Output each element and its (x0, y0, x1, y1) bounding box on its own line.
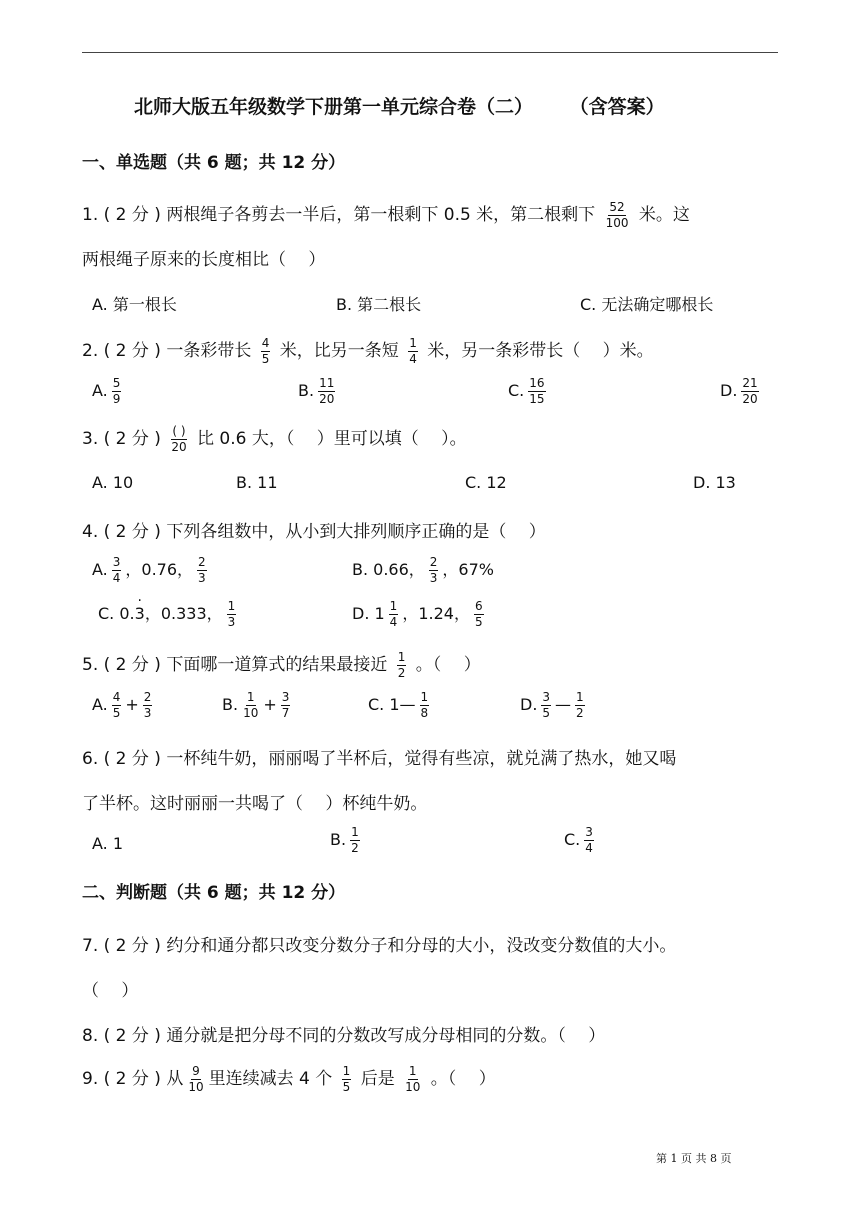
fraction (389, 600, 399, 629)
question-text: 比 0.6 大，（ ）里可以填（ ）。 (197, 429, 467, 449)
question-1 (82, 200, 690, 230)
question-number: 4. (82, 522, 99, 542)
numerator: 1 (342, 1063, 351, 1078)
numerator: 3 (542, 690, 551, 704)
numerator: 16 (529, 376, 545, 390)
numerator: 21 (742, 376, 758, 390)
title-text: 北师大版五年级数学下册第一单元综合卷（二） (134, 96, 534, 118)
denominator: 5 (474, 615, 483, 629)
denominator: 3 (227, 615, 236, 629)
numerator: 5 (112, 376, 121, 390)
option-label: D. (720, 381, 738, 400)
fraction (261, 337, 271, 366)
numerator: 9 (192, 1063, 200, 1078)
fraction (350, 826, 360, 855)
option-text: ，0.333， (144, 604, 223, 623)
question-score: ( 2 分 ) (103, 1026, 161, 1046)
fraction (318, 377, 335, 406)
option-label: C. (98, 604, 115, 623)
denominator: 10 (243, 706, 259, 720)
option-text: ，67% (442, 560, 494, 579)
denominator: 2 (397, 665, 406, 680)
denominator: 15 (529, 392, 545, 406)
denominator: 4 (112, 571, 121, 585)
fraction (227, 600, 237, 629)
denominator: 8 (420, 706, 429, 720)
fraction (575, 691, 585, 720)
denominator: 4 (585, 841, 593, 855)
denominator: 4 (389, 615, 398, 629)
question-6 (82, 744, 676, 769)
question-score: ( 2 分 ) (103, 522, 161, 542)
q4-option-b[interactable] (352, 556, 494, 585)
q5-option-b[interactable] (222, 691, 294, 720)
q3-option-d[interactable]: D. 13 (693, 473, 736, 492)
denominator: 5 (342, 1079, 351, 1094)
q6-option-c[interactable] (564, 826, 598, 855)
option-text: ，1.24， (402, 604, 470, 623)
numerator: ( ) (172, 423, 186, 438)
operator: + (263, 695, 277, 714)
q6-option-a[interactable]: A. 1 (92, 834, 124, 853)
q4-option-a[interactable] (92, 556, 211, 585)
title-suffix: （含答案） (569, 96, 665, 118)
numerator: 6 (474, 599, 483, 613)
q4-option-c[interactable] (98, 600, 240, 629)
q4-option-d[interactable] (352, 600, 488, 629)
denominator: 3 (143, 706, 152, 720)
page-footer: 第 1 页 共 8 页 (656, 1152, 732, 1165)
numerator: 1 (351, 825, 359, 839)
q2-option-d[interactable] (720, 377, 763, 406)
option-label: B. (222, 695, 239, 714)
question-score: ( 2 分 ) (103, 936, 161, 956)
question-4 (82, 517, 546, 542)
numerator: 1 (246, 690, 255, 704)
q1-option-c[interactable]: C. 无法确定哪根长 (580, 295, 714, 314)
question-number: 6. (82, 749, 99, 769)
denominator: 3 (198, 571, 206, 585)
numerator: 4 (112, 690, 121, 704)
denominator: 2 (351, 841, 359, 855)
numerator: 2 (198, 555, 206, 569)
denominator: 5 (261, 351, 270, 366)
denominator: 10 (405, 1079, 421, 1094)
question-text: 一杯纯牛奶，丽丽喝了半杯后，觉得有些凉，就兑满了热水，她又喝 (166, 749, 677, 769)
denominator: 20 (319, 392, 335, 406)
question-text: 通分就是把分母不同的分数改写成分母相同的分数。（ ） (166, 1026, 606, 1046)
question-score: ( 2 分 ) (103, 749, 161, 769)
fraction (197, 556, 207, 585)
denominator: 7 (281, 706, 290, 720)
option-text: ，0.76， (125, 560, 194, 579)
fraction (281, 691, 291, 720)
fraction (404, 1065, 421, 1094)
question-text: 里连续减去 4 个 (208, 1069, 333, 1089)
question-text: 从 (166, 1069, 184, 1089)
repeating-digit: · 3 (135, 604, 145, 623)
fraction (112, 377, 122, 406)
question-text: 米。这 (638, 205, 690, 225)
fraction (584, 826, 594, 855)
fraction (528, 377, 545, 406)
denominator: 3 (429, 571, 438, 585)
question-score: ( 2 分 ) (103, 429, 161, 449)
numerator: 2 (143, 690, 152, 704)
operator: — (555, 695, 572, 714)
denominator: 5 (112, 706, 121, 720)
q3-option-b[interactable]: B. 11 (236, 473, 278, 492)
fraction (420, 691, 430, 720)
question-number: 5. (82, 655, 99, 675)
fraction (143, 691, 153, 720)
question-text: 。（ ） (415, 655, 481, 675)
q3-option-c[interactable]: C. 12 (465, 473, 507, 492)
repeating-decimal-int: 0. (119, 604, 135, 623)
numerator: 3 (585, 825, 593, 839)
question-1-line-2: 两根绳子原来的长度相比（ ） (82, 250, 326, 270)
question-text: 后是 (360, 1069, 395, 1089)
question-3 (82, 424, 467, 454)
question-score: ( 2 分 ) (103, 655, 161, 675)
question-text: 一条彩带长 (166, 341, 252, 361)
q2-option-b[interactable] (298, 377, 339, 406)
fraction (112, 691, 122, 720)
numerator: 3 (112, 555, 121, 569)
numerator: 3 (281, 690, 290, 704)
fraction (112, 556, 122, 585)
numerator: 2 (429, 555, 438, 569)
numerator: 1 (408, 1063, 417, 1078)
numerator: 1 (227, 599, 236, 613)
fraction (429, 556, 439, 585)
question-score: ( 2 分 ) (103, 205, 161, 225)
numerator: 4 (261, 335, 270, 350)
question-number: 2. (82, 341, 99, 361)
fraction (170, 425, 187, 454)
question-number: 9. (82, 1069, 99, 1089)
fraction (397, 651, 407, 680)
denominator: 9 (112, 392, 121, 406)
q1-option-a[interactable]: A. 第一根长 (92, 295, 177, 314)
question-text: 米，另一条彩带长（ ）米。 (427, 341, 654, 361)
denominator: 20 (742, 392, 758, 406)
q2-option-c[interactable] (508, 377, 550, 406)
option-label: B. (330, 830, 347, 849)
header-rule (82, 52, 778, 53)
q5-option-d[interactable] (520, 691, 589, 720)
section-true-false-heading: 二、判断题（共 6 题；共 12 分） (82, 883, 346, 903)
option-label: B. (298, 381, 315, 400)
question-text: 两根绳子各剪去一半后，第一根剩下 0.5 米，第二根剩下 (166, 205, 596, 225)
question-number: 3. (82, 429, 99, 449)
fraction (408, 337, 418, 366)
question-8 (82, 1021, 605, 1046)
question-9 (82, 1064, 496, 1094)
numerator: 1 (576, 690, 584, 704)
q5-option-a[interactable] (92, 691, 156, 720)
fraction (541, 691, 551, 720)
option-label: D. (520, 695, 538, 714)
q1-option-b[interactable]: B. 第二根长 (336, 295, 422, 314)
option-label: A. (92, 695, 108, 714)
question-text: 。（ ） (430, 1069, 496, 1089)
fraction (474, 600, 484, 629)
question-7-answer-blank[interactable]: （ ） (82, 981, 139, 1001)
q2-option-a[interactable] (92, 377, 125, 406)
fraction (342, 1065, 352, 1094)
question-text: 下面哪一道算式的结果最接近 (166, 655, 388, 675)
question-2 (82, 336, 654, 366)
fraction (187, 1065, 204, 1094)
question-text: 米，比另一条短 (279, 341, 399, 361)
fraction (242, 691, 259, 720)
question-number: 7. (82, 936, 99, 956)
section-single-choice-heading: 一、单选题（共 6 题；共 12 分） (82, 153, 346, 173)
question-score: ( 2 分 ) (103, 341, 161, 361)
option-label: D. 1 (352, 604, 385, 623)
numerator: 1 (397, 649, 406, 664)
numerator: 1 (420, 690, 429, 704)
option-label: A. (92, 560, 108, 579)
question-score: ( 2 分 ) (103, 1069, 161, 1089)
denominator: 10 (188, 1079, 204, 1094)
numerator: 11 (319, 376, 335, 390)
option-label: C. (508, 381, 525, 400)
question-number: 8. (82, 1026, 99, 1046)
operator: — (399, 695, 416, 714)
denominator: 20 (171, 439, 187, 454)
denominator: 2 (576, 706, 584, 720)
question-text: 下列各组数中，从小到大排列顺序正确的是（ ） (166, 522, 546, 542)
document-title (134, 92, 665, 119)
q5-option-c[interactable] (368, 691, 433, 720)
q3-option-a[interactable]: A. 10 (92, 473, 134, 492)
option-label: C. 1 (368, 695, 400, 714)
question-number: 1. (82, 205, 99, 225)
denominator: 100 (605, 215, 629, 230)
numerator: 1 (389, 599, 398, 613)
fraction (605, 201, 630, 230)
question-7 (82, 931, 676, 956)
option-label: A. (92, 381, 108, 400)
operator: + (125, 695, 139, 714)
numerator: 1 (409, 335, 417, 350)
numerator: 52 (609, 199, 625, 214)
denominator: 5 (542, 706, 551, 720)
question-text: 约分和通分都只改变分数分子和分母的大小，没改变分数值的大小。 (166, 936, 677, 956)
question-6-line-2: 了半杯。这时丽丽一共喝了（ ）杯纯牛奶。 (82, 794, 428, 814)
fraction (741, 377, 758, 406)
option-text: B. 0.66， (352, 560, 425, 579)
option-label: C. (564, 830, 581, 849)
q6-option-b[interactable] (330, 826, 364, 855)
question-5 (82, 650, 481, 680)
denominator: 4 (409, 351, 417, 366)
